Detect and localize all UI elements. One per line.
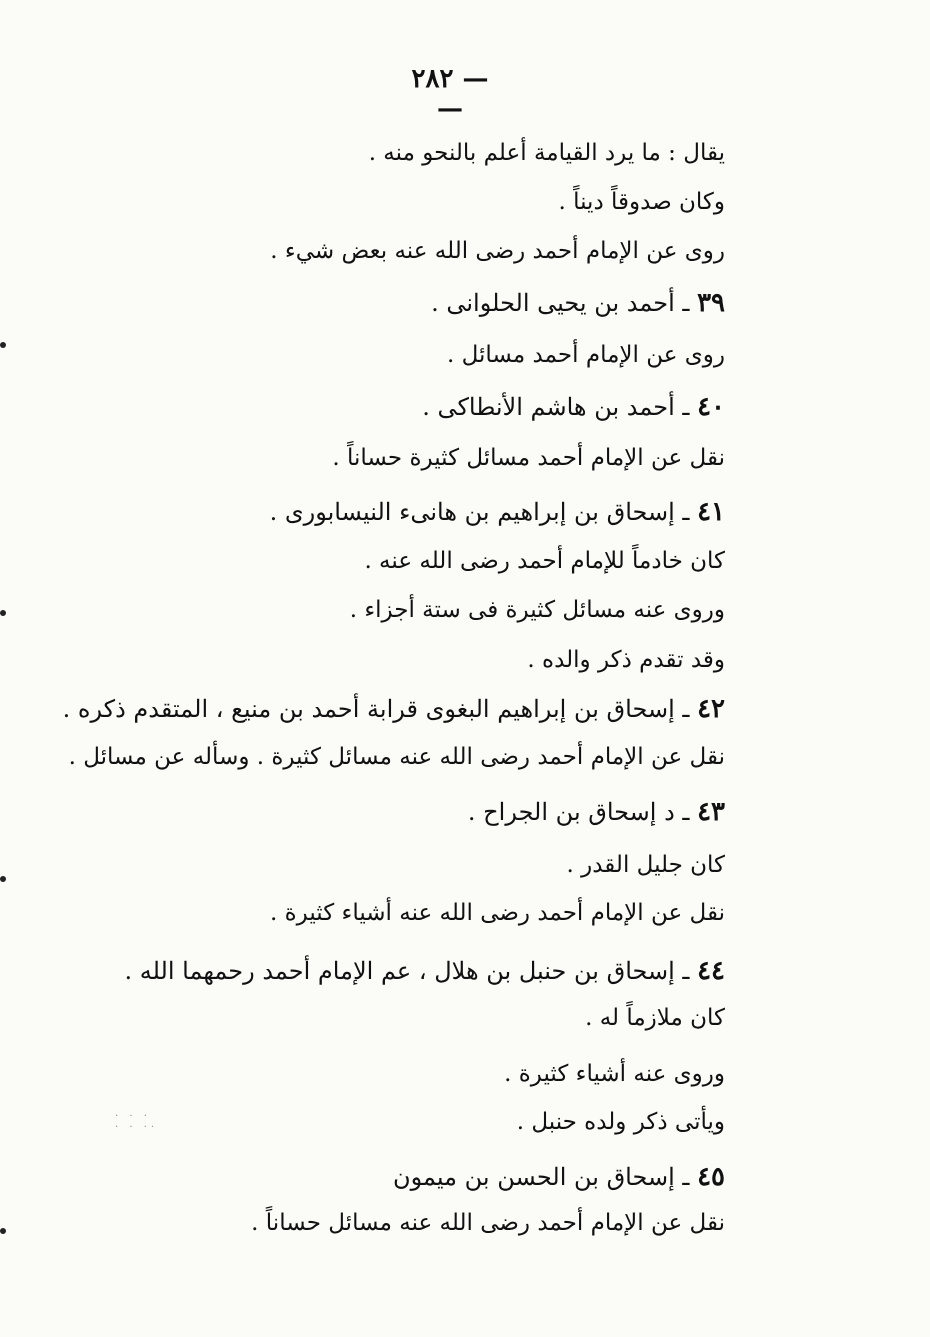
text-line: وروى عنه أشياء كثيرة . (504, 1061, 725, 1087)
scan-speck (0, 342, 6, 348)
text-line: كان خادماً للإمام أحمد رضى الله عنه . (364, 548, 725, 574)
entry-title: ـ أحمد بن يحيى الحلوانى . (431, 289, 698, 317)
entry-title: ـ إسحاق بن حنبل بن هلال ، عم الإمام أحمد رحمهما الله . (124, 957, 698, 985)
entry-title: ـ إسحاق بن الحسن بن ميمون (393, 1163, 698, 1191)
text-line: وقد تقدم ذكر والده . (527, 647, 725, 673)
entry-number: ٤٣ (697, 797, 725, 827)
page-number: — ٢٨٢ — (411, 64, 489, 124)
scan-speck (0, 876, 6, 882)
text-line: نقل عن الإمام أحمد مسائل كثيرة حساناً . (332, 445, 725, 471)
entry-heading (431, 288, 725, 318)
entry-heading (422, 392, 725, 422)
text-line: روى عن الإمام أحمد مسائل . (446, 342, 725, 368)
entry-title: ـ إسحاق بن إبراهيم البغوى قرابة أحمد بن منيع ، المتقدم ذكره . (62, 695, 698, 723)
text-line: وروى عنه مسائل كثيرة فى ستة أجزاء . (349, 597, 725, 623)
entry-number: ٤١ (697, 497, 725, 527)
text-line: كان ملازماً له . (585, 1005, 725, 1031)
entry-heading (468, 797, 725, 827)
entry-number: ٤٠ (697, 392, 725, 422)
text-line: ويأتى ذكر ولده حنبل . (516, 1109, 725, 1135)
scan-speck (0, 1228, 6, 1234)
entry-number: ٣٩ (697, 288, 725, 318)
entry-title: ـ إسحاق بن إبراهيم بن هانىء النيسابورى . (269, 498, 698, 526)
text-line: نقل عن الإمام أحمد رضى الله عنه مسائل حساناً . (251, 1210, 725, 1236)
scan-dots: . . . . . .. (115, 1108, 159, 1130)
entry-number: ٤٤ (697, 956, 725, 986)
text-line: نقل عن الإمام أحمد رضى الله عنه مسائل كثيرة . وسأله عن مسائل . (68, 744, 725, 770)
entry-heading (63, 694, 725, 724)
text-line: وكان صدوقاً ديناً . (558, 189, 725, 215)
text-line: نقل عن الإمام أحمد رضى الله عنه أشياء كثيرة . (270, 900, 725, 926)
entry-heading (270, 497, 725, 527)
entry-heading (124, 956, 725, 986)
text-line: يقال : ما يرد القيامة أعلم بالنحو منه . (368, 140, 725, 166)
entry-number: ٤٥ (697, 1162, 725, 1192)
entry-title: ـ د إسحاق بن الجراح . (467, 798, 698, 826)
scan-speck (0, 610, 6, 616)
entry-number: ٤٢ (697, 694, 725, 724)
text-line: روى عن الإمام أحمد رضى الله عنه بعض شيء . (270, 238, 725, 264)
entry-heading (393, 1162, 725, 1192)
text-line: كان جليل القدر . (566, 852, 725, 878)
entry-title: ـ أحمد بن هاشم الأنطاكى . (422, 393, 698, 421)
